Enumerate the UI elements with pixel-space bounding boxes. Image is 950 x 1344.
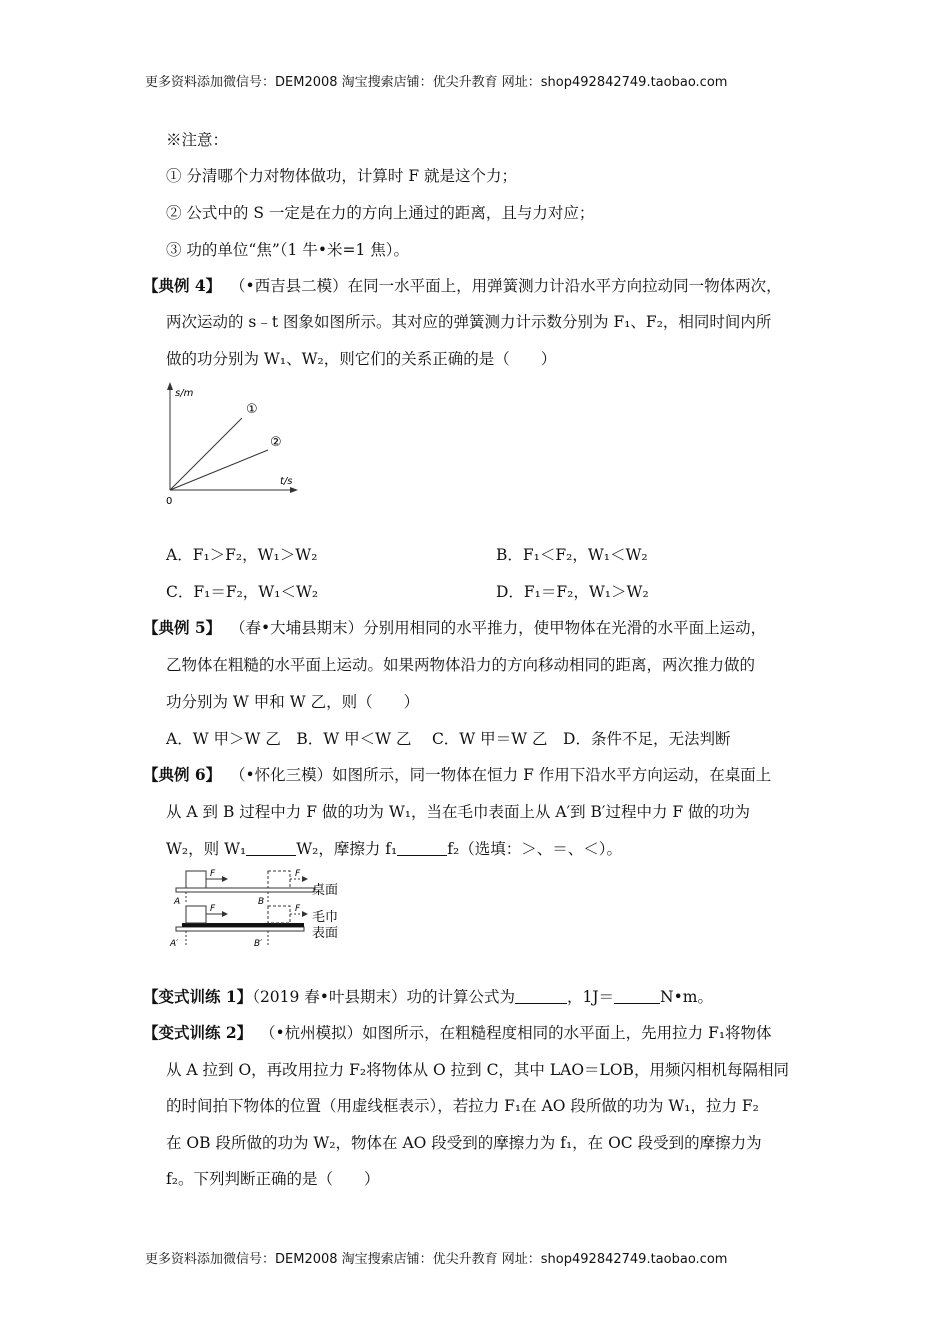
table-surface	[176, 888, 314, 892]
ex5-line2: 乙物体在粗糙的水平面上运动。如果两物体沿力的方向移动相同的距离，两次推力做的	[166, 656, 756, 674]
label-towel: 毛巾	[312, 910, 339, 925]
page-header: 更多资料添加微信号：DEM2008 淘宝搜索店铺：优尖升教育 网址：shop492842749.taobao.com	[145, 75, 728, 90]
ex4-line1: （•西吉县二模）在同一水平面上，用弹簧测力计沿水平方向拉动同一物体两次，	[230, 277, 782, 295]
y-axis-label: s/m	[175, 388, 194, 399]
origin-label: 0	[166, 496, 173, 507]
ex4-option-b: B．F₁＜F₂，W₁＜W₂	[496, 546, 648, 564]
ex5-options: A．W 甲＞W 乙 B．W 甲＜W 乙 C．W 甲＝W 乙 D．条件不足，无法判断	[166, 730, 731, 748]
ex5-line1: （春•大埔县期末）分别用相同的水平推力，使甲物体在光滑的水平面上运动，	[230, 619, 767, 637]
notes-title: ※注意：	[166, 131, 229, 149]
ex4-line2: 两次运动的 s﹣t 图象如图所示。其对应的弹簧测力计示数分别为 F₁、F₂，相同时间内所	[166, 313, 772, 331]
block-top	[186, 871, 206, 888]
label-table: 桌面	[312, 883, 339, 898]
dashed-block-top	[268, 871, 290, 888]
ex6-line1: （•怀化三模）如图所示，同一物体在恒力 F 作用下沿水平方向运动，在桌面上	[230, 766, 772, 784]
ex4-option-a: A．F₁＞F₂，W₁＞W₂	[166, 546, 318, 564]
label-a: A	[174, 897, 181, 907]
towel-base	[176, 927, 304, 931]
line-2-label: ②	[270, 435, 282, 450]
var2-line3: 的时间拍下物体的位置（用虚线框表示），若拉力 F₁在 AO 段所做的功为 W₁，拉力 F₂	[166, 1097, 759, 1115]
var1-line	[143, 985, 713, 1007]
force-label-dashed-bottom: F	[295, 904, 301, 914]
ex5-line3: 功分别为 W 甲和 W 乙，则（ ）	[166, 693, 420, 711]
label-b2: B′	[254, 939, 263, 949]
ex4-line3: 做的功分别为 W₁、W₂，则它们的关系正确的是（ ）	[166, 350, 557, 368]
ex4-tag: 【典例 4】	[143, 276, 222, 295]
answer-blank-unit	[614, 989, 660, 1004]
line-1-label: ①	[246, 402, 258, 417]
var2-line5: f₂。下列判断正确的是（ ）	[166, 1170, 380, 1188]
x-axis-arrow	[290, 487, 298, 493]
force-arrowhead-top	[222, 876, 228, 882]
dashed-block-bottom	[268, 906, 290, 923]
x-axis-label: t/s	[280, 476, 293, 487]
force-arrowhead-dashed-top	[302, 876, 308, 882]
var1-text-b: ，1J＝	[566, 988, 615, 1006]
ex6-line3-part2: W₂，摩擦力 f₁	[296, 840, 398, 858]
towel-surface	[182, 923, 304, 927]
force-label-top: F	[210, 869, 216, 879]
st-graph	[160, 378, 300, 513]
force-label-bottom: F	[210, 904, 216, 914]
ex6-line3-part1: W₂，则 W₁	[166, 840, 247, 858]
label-a2: A′	[170, 939, 179, 949]
friction-figure	[168, 866, 358, 950]
ex5-tag: 【典例 5】	[143, 618, 222, 637]
note-item-2: ② 公式中的 S 一定是在力的方向上通过的距离，且与力对应；	[166, 204, 595, 222]
page-footer: 更多资料添加微信号：DEM2008 淘宝搜索店铺：优尖升教育 网址：shop492842749.taobao.com	[145, 1252, 728, 1267]
var1-text-c: N•m。	[660, 988, 713, 1006]
line-2	[170, 450, 268, 490]
ex6-line3-part3: f₂（选填：＞、＝、＜）。	[447, 840, 622, 858]
note-item-1: ① 分清哪个力对物体做功，计算时 F 就是这个力；	[166, 167, 518, 185]
line-1	[170, 418, 242, 490]
var2-line1: （•杭州模拟）如图所示，在粗糙程度相同的水平面上，先用拉力 F₁将物体	[260, 1024, 772, 1042]
force-label-dashed-top: F	[295, 869, 301, 879]
var2-tag: 【变式训练 2】	[143, 1023, 253, 1042]
answer-blank-formula	[515, 989, 567, 1004]
label-surface: 表面	[312, 926, 339, 941]
var2-line2: 从 A 拉到 O，再改用拉力 F₂将物体从 O 拉到 C，其中 LAO＝LOB，用频闪相机每隔相同	[166, 1061, 789, 1079]
ex6-line3	[166, 837, 622, 859]
ex4-option-d: D．F₁＝F₂，W₁＞W₂	[496, 583, 649, 601]
ex6-tag: 【典例 6】	[143, 765, 222, 784]
block-bottom	[186, 906, 206, 923]
var1-text-a: （2019 春•叶县期末）功的计算公式为	[252, 988, 515, 1006]
note-item-3: ③ 功的单位“焦”（1 牛•米=1 焦）。	[166, 241, 409, 259]
ex6-line2: 从 A 到 B 过程中力 F 做的功为 W₁，当在毛巾表面上从 A′到 B′过程中力 F 做的功为	[166, 803, 751, 821]
answer-blank-f	[397, 841, 447, 856]
y-axis-arrow	[167, 382, 173, 390]
var2-line4: 在 OB 段所做的功为 W₂，物体在 AO 段受到的摩擦力为 f₁，在 OC 段受到的摩擦力为	[166, 1134, 762, 1152]
ex4-option-c: C．F₁＝F₂，W₁＜W₂	[166, 583, 319, 601]
var1-tag: 【变式训练 1】	[143, 987, 253, 1006]
label-b: B	[258, 897, 265, 907]
force-arrowhead-dashed-bottom	[302, 911, 308, 917]
answer-blank-w	[246, 841, 296, 856]
force-arrowhead-bottom	[222, 911, 228, 917]
